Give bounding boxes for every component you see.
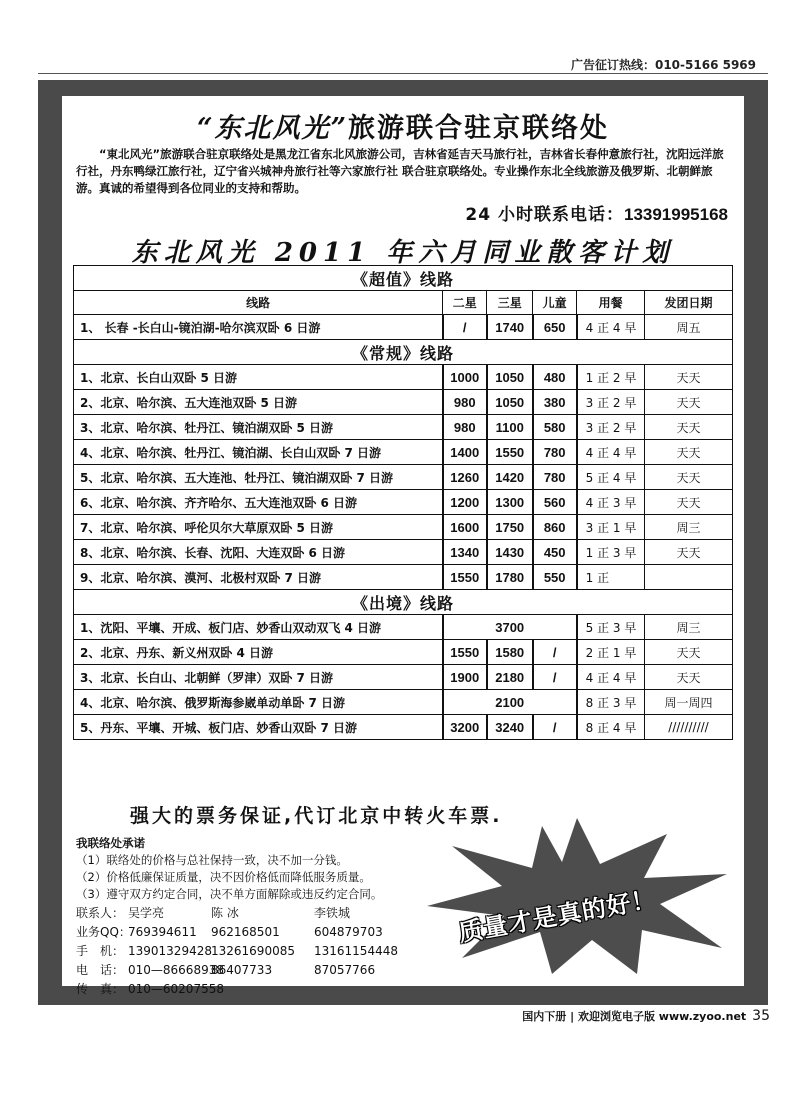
route-name: 9、北京、哈尔滨、漠河、北极村双卧 7 日游 — [74, 565, 443, 590]
meal-plan: 4 正 4 早 — [577, 440, 645, 465]
qq-number: 604879703 — [314, 925, 383, 939]
section-header-row — [74, 266, 733, 291]
mobile-number: 13161154448 — [314, 944, 398, 958]
price-child: 780 — [533, 465, 577, 490]
price-two-star: / — [443, 315, 487, 340]
ad-title — [62, 106, 744, 145]
price-child: 650 — [533, 315, 577, 340]
footer-text: 国内下册 | 欢迎浏览电子版 www.zyoo.net — [522, 1010, 747, 1023]
top-rule — [38, 73, 768, 74]
route-name: 3、北京、长白山、北朝鲜（罗津）双卧 7 日游 — [74, 665, 443, 690]
price-two-star: 1200 — [443, 490, 487, 515]
quality-badge: 质量才是真的好！ — [456, 884, 659, 948]
section-title: 《超值》线路 — [74, 266, 733, 291]
meal-plan: 3 正 2 早 — [577, 390, 645, 415]
plan-title: 东北风光 2011 年六月同业散客计划 — [131, 238, 675, 268]
price-three-star: 1580 — [487, 640, 533, 665]
promise-title: 我联络处承诺 — [76, 836, 145, 850]
price-child: 580 — [533, 415, 577, 440]
table-row — [74, 565, 733, 590]
price-three-star: 1550 — [487, 440, 533, 465]
qq-number: 962168501 — [211, 925, 280, 939]
route-name: 5、北京、哈尔滨、五大连池、牡丹江、镜泊湖双卧 7 日游 — [74, 465, 443, 490]
meal-plan: 8 正 3 早 — [577, 690, 645, 715]
price-merged: 2100 — [443, 690, 577, 715]
table-row — [74, 640, 733, 665]
table-row — [74, 615, 733, 640]
table-row — [74, 715, 733, 740]
meal-plan: 1 正 3 早 — [577, 540, 645, 565]
tel-label: 电 话： — [76, 963, 125, 977]
departure-date: 天天 — [645, 365, 733, 390]
route-name: 8、北京、哈尔滨、长春、沈阳、大连双卧 6 日游 — [74, 540, 443, 565]
route-name: 3、北京、哈尔滨、牡丹江、镜泊湖双卧 5 日游 — [74, 415, 443, 440]
price-two-star: 1000 — [443, 365, 487, 390]
price-three-star: 1050 — [487, 365, 533, 390]
price-three-star: 1780 — [487, 565, 533, 590]
price-three-star: 3240 — [487, 715, 533, 740]
meal-plan: 3 正 1 早 — [577, 515, 645, 540]
ad-title-rest: 旅游联合驻京联络处 — [348, 113, 610, 144]
contact-person: 吴学亮 — [128, 906, 165, 920]
departure-date — [645, 565, 733, 590]
qq-number: 769394611 — [128, 925, 197, 939]
mobile-number: 13901329428 — [128, 944, 212, 958]
tel-number: 86407733 — [211, 963, 273, 977]
price-child: 450 — [533, 540, 577, 565]
price-child: 560 — [533, 490, 577, 515]
price-child: 550 — [533, 565, 577, 590]
contact-fax-row — [76, 980, 496, 999]
departure-date: 天天 — [645, 465, 733, 490]
ad-title-brand: “东北风光” — [196, 113, 349, 144]
column-header: 三星 — [487, 291, 533, 315]
price-child: / — [533, 715, 577, 740]
price-three-star: 1420 — [487, 465, 533, 490]
promise-item: （1）联络处的价格与总社保持一致，决不加一分钱。 — [76, 853, 348, 867]
route-name: 4、北京、哈尔滨、俄罗斯海参崴单动单卧 7 日游 — [74, 690, 443, 715]
route-name: 2、北京、丹东、新义州双卧 4 日游 — [74, 640, 443, 665]
departure-date: 天天 — [645, 540, 733, 565]
price-three-star: 2180 — [487, 665, 533, 690]
tel-number: 87057766 — [314, 963, 376, 977]
promise-item: （2）价格低廉保证质量，决不因价格低而降低服务质量。 — [76, 870, 371, 884]
price-three-star: 1100 — [487, 415, 533, 440]
route-name: 2、北京、哈尔滨、五大连池双卧 5 日游 — [74, 390, 443, 415]
price-child: / — [533, 665, 577, 690]
price-two-star: 1340 — [443, 540, 487, 565]
route-name: 1、北京、长白山双卧 5 日游 — [74, 365, 443, 390]
meal-plan: 4 正 4 早 — [577, 665, 645, 690]
price-two-star: 1900 — [443, 665, 487, 690]
column-header: 用餐 — [577, 291, 645, 315]
fax-label: 传 真： — [76, 982, 125, 996]
table-row — [74, 390, 733, 415]
meal-plan: 5 正 3 早 — [577, 615, 645, 640]
column-header: 二星 — [443, 291, 487, 315]
route-name: 5、丹东、平壤、开城、板门店、妙香山双卧 7 日游 — [74, 715, 443, 740]
meal-plan: 2 正 1 早 — [577, 640, 645, 665]
price-two-star: 1550 — [443, 565, 487, 590]
ad-frame — [38, 80, 768, 1005]
price-three-star: 1050 — [487, 390, 533, 415]
departure-date: 周一周四 — [645, 690, 733, 715]
tel-number: 010—86668938 — [128, 963, 224, 977]
contact-person: 李铁城 — [314, 906, 351, 920]
departure-date: 天天 — [645, 490, 733, 515]
departure-date: 天天 — [645, 415, 733, 440]
table-row — [74, 690, 733, 715]
price-child: 780 — [533, 440, 577, 465]
table-row — [74, 490, 733, 515]
price-child: / — [533, 640, 577, 665]
meal-plan: 1 正 — [577, 565, 645, 590]
departure-date: 天天 — [645, 440, 733, 465]
ad-inner — [62, 96, 744, 996]
price-two-star: 3200 — [443, 715, 487, 740]
price-three-star: 1740 — [487, 315, 533, 340]
departure-date: 周三 — [645, 515, 733, 540]
meal-plan: 4 正 3 早 — [577, 490, 645, 515]
page-footer — [522, 1008, 770, 1024]
table-row — [74, 440, 733, 465]
price-two-star: 980 — [443, 415, 487, 440]
price-three-star: 1430 — [487, 540, 533, 565]
column-header: 线路 — [74, 291, 443, 315]
contact-phone — [465, 200, 728, 225]
column-header: 发团日期 — [645, 291, 733, 315]
column-header-row — [74, 291, 733, 315]
promise-block — [76, 835, 476, 903]
promise-item: （3）遵守双方约定合同，决不单方面解除或违反约定合同。 — [76, 887, 383, 901]
section-title: 《常规》线路 — [74, 340, 733, 365]
table-row — [74, 365, 733, 390]
price-child: 380 — [533, 390, 577, 415]
section-title: 《出境》线路 — [74, 590, 733, 615]
meal-plan: 8 正 4 早 — [577, 715, 645, 740]
contact-person: 陈 冰 — [211, 906, 239, 920]
meal-plan: 5 正 4 早 — [577, 465, 645, 490]
hotline: 广告征订热线：010-5166 5969 — [570, 58, 756, 72]
table-row — [74, 465, 733, 490]
route-name: 4、北京、哈尔滨、牡丹江、镜泊湖、长白山双卧 7 日游 — [74, 440, 443, 465]
table-row — [74, 515, 733, 540]
departure-date: 周五 — [645, 315, 733, 340]
route-table — [73, 265, 733, 740]
route-name: 7、北京、哈尔滨、呼伦贝尔大草原双卧 5 日游 — [74, 515, 443, 540]
route-name: 6、北京、哈尔滨、齐齐哈尔、五大连池双卧 6 日游 — [74, 490, 443, 515]
departure-date: 天天 — [645, 390, 733, 415]
mobile-number: 13261690085 — [211, 944, 295, 958]
price-two-star: 1260 — [443, 465, 487, 490]
page-number: 35 — [752, 1008, 770, 1024]
price-two-star: 1550 — [443, 640, 487, 665]
departure-date: 天天 — [645, 665, 733, 690]
table-row — [74, 665, 733, 690]
phone-number: 13391995168 — [623, 205, 728, 224]
departure-date: 天天 — [645, 640, 733, 665]
section-header-row — [74, 340, 733, 365]
column-header: 儿童 — [533, 291, 577, 315]
departure-date: ////////// — [645, 715, 733, 740]
phone-label: 24 小时联系电话： — [465, 205, 624, 225]
table-row — [74, 540, 733, 565]
people-label: 联系人： — [76, 906, 125, 920]
price-child: 860 — [533, 515, 577, 540]
price-two-star: 980 — [443, 390, 487, 415]
section-header-row — [74, 590, 733, 615]
ad-intro: “東北风光”旅游联合驻京联络处是黑龙江省东北风旅游公司，吉林省延吉天马旅行社，吉林省长春仲意旅行社，沈阳远洋旅行社，丹东鸭绿江旅行社，辽宁省兴城神舟旅行社等六家旅行社 联合驻京联络处。专业操作东北全线旅游及俄罗斯、北朝鲜旅游。真诚的希望得到各位同业的支持和帮助。 — [76, 147, 724, 195]
price-child: 480 — [533, 365, 577, 390]
price-two-star: 1600 — [443, 515, 487, 540]
fax-number: 010—60207558 — [128, 982, 224, 996]
meal-plan: 3 正 2 早 — [577, 415, 645, 440]
price-merged: 3700 — [443, 615, 577, 640]
route-name: 1、 长春 -长白山-镜泊湖-哈尔滨双卧 6 日游 — [74, 315, 443, 340]
route-name: 1、沈阳、平壤、开成、板门店、妙香山双动双飞 4 日游 — [74, 615, 443, 640]
price-two-star: 1400 — [443, 440, 487, 465]
price-three-star: 1300 — [487, 490, 533, 515]
table-row — [74, 415, 733, 440]
meal-plan: 4 正 4 早 — [577, 315, 645, 340]
meal-plan: 1 正 2 早 — [577, 365, 645, 390]
price-three-star: 1750 — [487, 515, 533, 540]
table-row — [74, 315, 733, 340]
qq-label: 业务QQ： — [76, 925, 131, 939]
departure-date: 周三 — [645, 615, 733, 640]
mobile-label: 手 机： — [76, 944, 125, 958]
ticket-slogan: 强大的票务保证,代订北京中转火车票. — [130, 805, 503, 827]
